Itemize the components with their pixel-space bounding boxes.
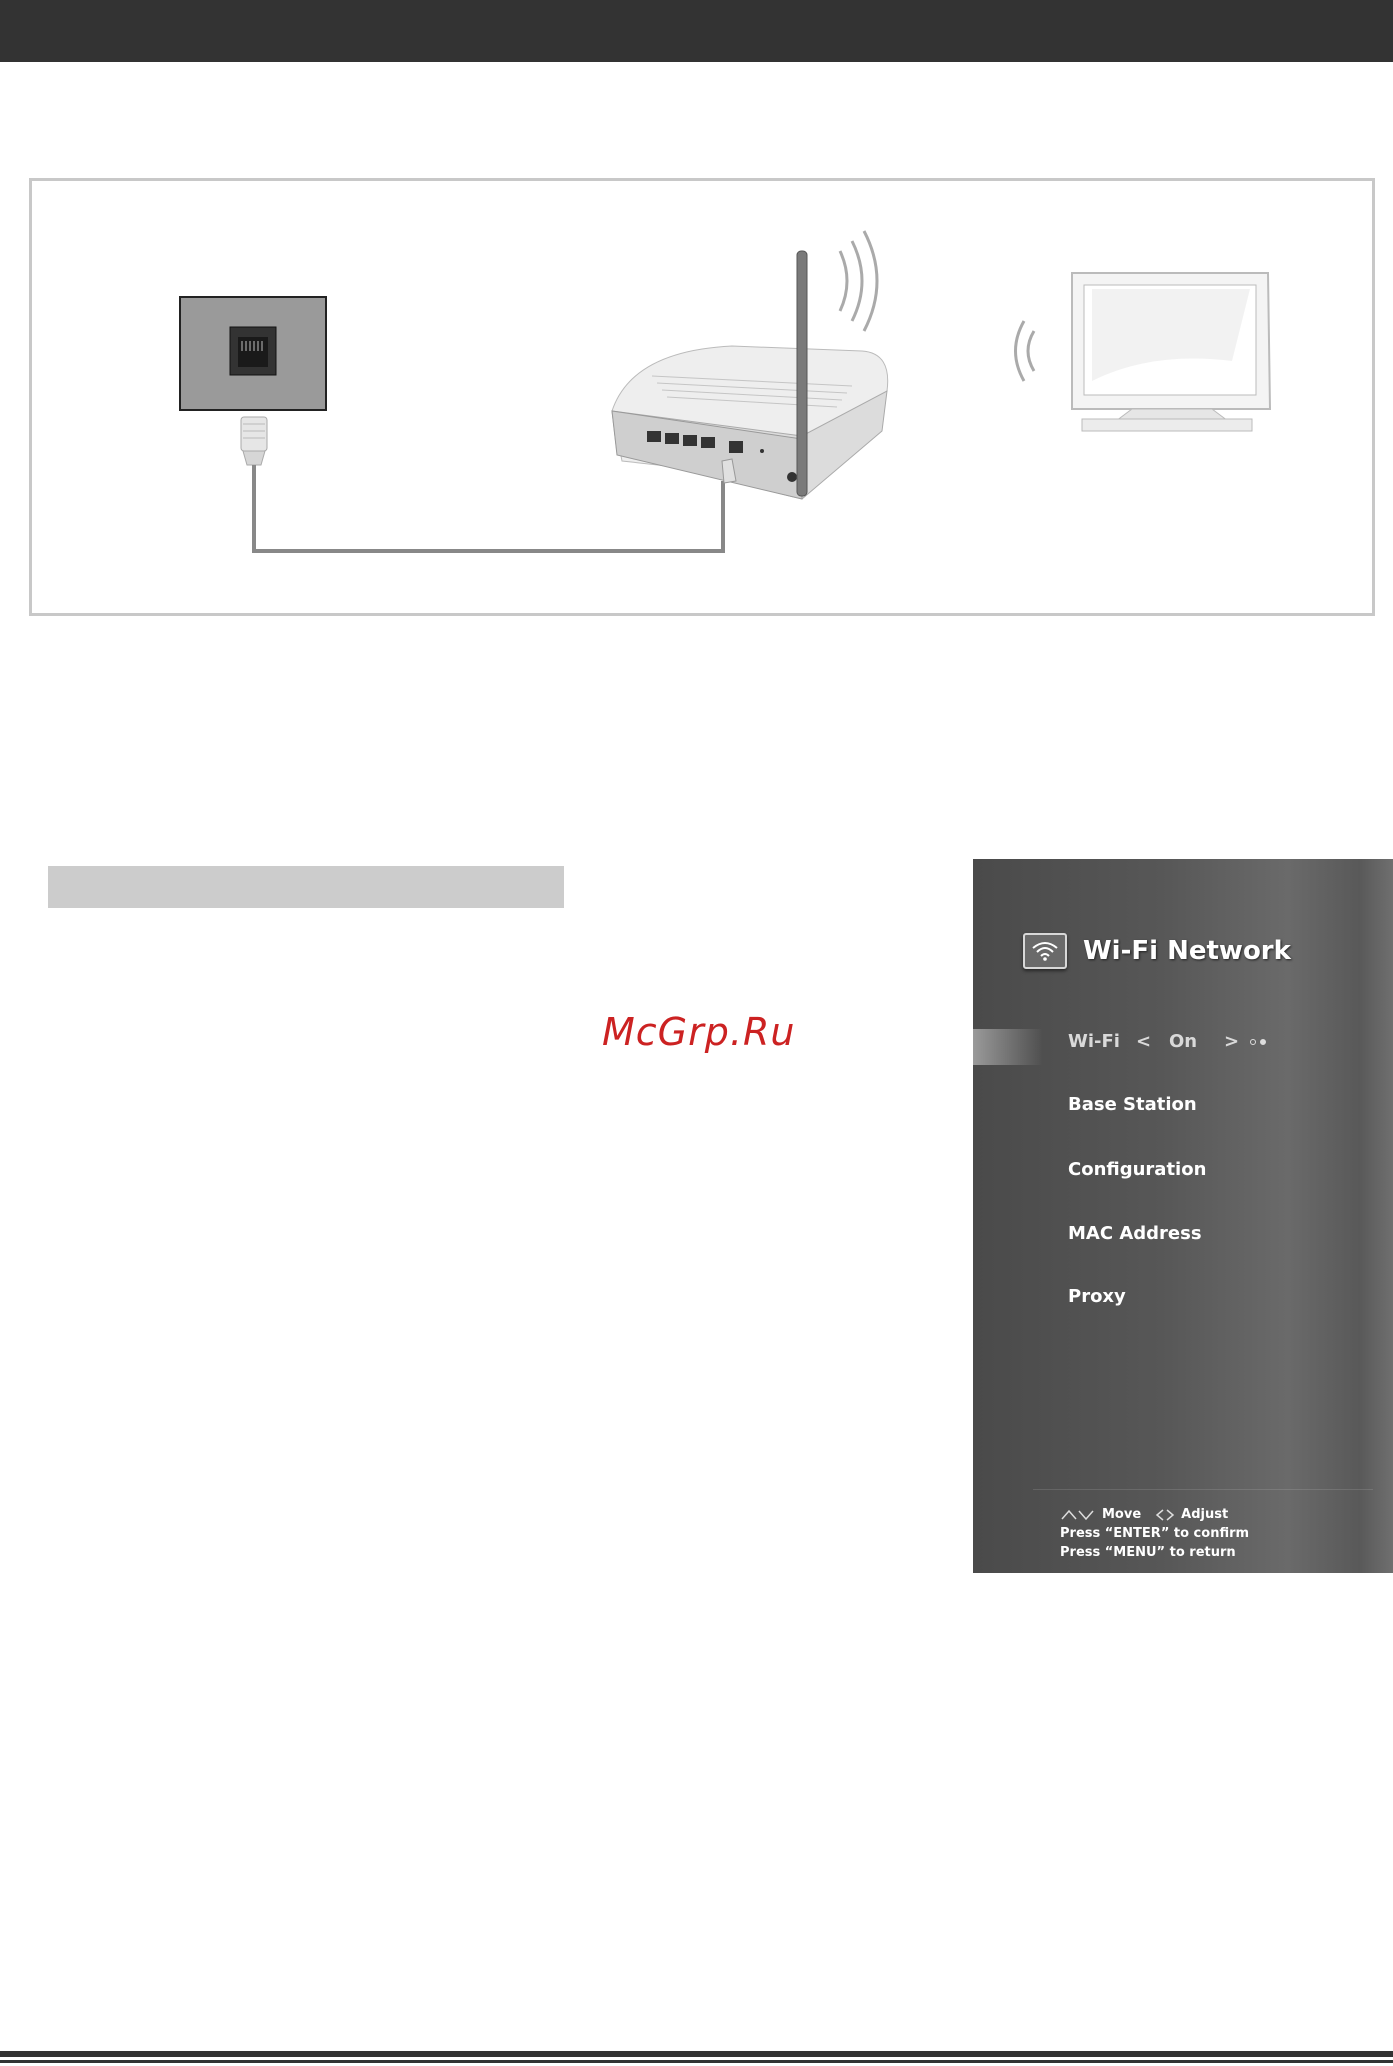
footer-rule [0, 2051, 1393, 2057]
wifi-icon [1023, 933, 1067, 969]
page-dot-icon [1250, 1039, 1256, 1045]
header-bar [0, 0, 1393, 62]
menu-item-proxy[interactable]: Proxy [1068, 1286, 1126, 1307]
ethernet-cable [254, 465, 723, 551]
tv-icon [1016, 273, 1271, 431]
left-right-arrows-icon [1155, 1509, 1175, 1521]
page-indicator [1250, 1039, 1266, 1045]
watermark-text: McGrp.Ru [602, 1010, 796, 1054]
menu-title: Wi-Fi Network [1083, 936, 1291, 966]
wifi-label: Wi-Fi [1068, 1031, 1120, 1052]
network-diagram [29, 178, 1375, 616]
menu-item-mac-address[interactable]: MAC Address [1068, 1223, 1202, 1244]
wall-jack-icon [180, 297, 326, 410]
footer-adjust-label: Adjust [1181, 1507, 1229, 1522]
footer-confirm-hint: Press “ENTER” to confirm [1060, 1526, 1250, 1541]
menu-item-wifi[interactable] [1068, 1031, 1266, 1052]
menu-footer [1060, 1505, 1249, 1562]
footer-move-label: Move [1102, 1507, 1142, 1522]
footer-rule-thin [0, 2060, 1393, 2063]
left-arrow-icon[interactable]: < [1136, 1031, 1152, 1052]
footer-divider [1033, 1489, 1373, 1490]
network-diagram-illustration [32, 181, 1378, 619]
page-dot-active-icon [1260, 1039, 1266, 1045]
wifi-value: On [1168, 1031, 1198, 1052]
section-heading-bar [48, 866, 564, 908]
ethernet-plug-icon [241, 417, 267, 465]
footer-controls [1060, 1505, 1249, 1524]
router-icon [612, 231, 888, 499]
menu-item-configuration[interactable]: Configuration [1068, 1159, 1207, 1180]
up-down-arrows-icon [1060, 1509, 1096, 1521]
selection-highlight [973, 1029, 1043, 1065]
wifi-network-menu [973, 859, 1393, 1573]
menu-item-base-station[interactable]: Base Station [1068, 1094, 1197, 1115]
right-arrow-icon[interactable]: > [1224, 1031, 1240, 1052]
footer-return-hint: Press “MENU” to return [1060, 1545, 1236, 1560]
menu-header [1023, 929, 1291, 973]
